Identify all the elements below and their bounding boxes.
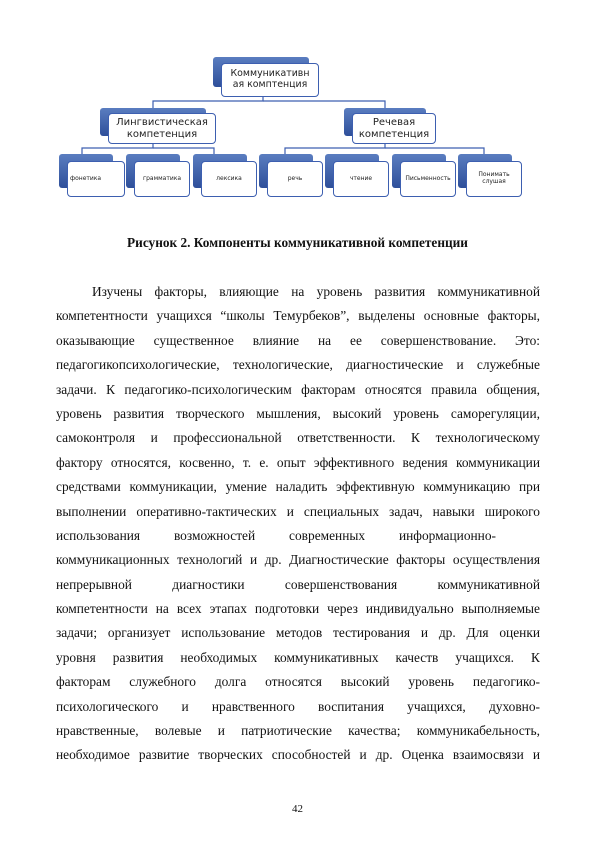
text-line-content: психологического и нравственного воспитания учащихся, духовно- xyxy=(56,698,540,714)
text-line xyxy=(56,500,540,524)
text-line xyxy=(56,621,540,645)
text-line-content: компетентности на всех этапах подготовки через индивидуально выполняемые xyxy=(56,601,540,617)
text-line-content: необходимое развитие творческих способностей и др. Оценка взаимосвязи и xyxy=(56,747,540,763)
text-line xyxy=(56,743,540,767)
leaf-grammar xyxy=(126,154,188,196)
linguistic-node xyxy=(100,108,216,142)
text-line-content: задачи; организует использование методов тестирования и др. Для оценки xyxy=(56,625,540,641)
text-line xyxy=(56,573,540,597)
text-line-content: непрерывной диагностики совершенствования коммуникативной xyxy=(56,576,540,592)
text-line xyxy=(56,280,540,304)
root-line2: ая комптенция xyxy=(232,79,308,90)
text-line xyxy=(56,719,540,743)
text-line-content: компетентности учащихся “школы Темурбеков”, выделены основные факторы, xyxy=(56,308,540,324)
leaf-label: лексика xyxy=(216,174,242,182)
text-line-content: средствами коммуникации, умение наладить эффективную коммуникацию при xyxy=(56,479,540,495)
text-line-content: использования возможностей современных информационно- xyxy=(56,527,496,543)
text-line-content: оказывающие существенное влияние на ее совершенствование. Это: xyxy=(56,332,540,348)
root-line1: Коммуникативн xyxy=(230,68,310,80)
text-line-content: факторам служебного долга относятся высокий уровень педагогико- xyxy=(56,674,540,690)
root-node xyxy=(213,57,318,97)
text-line xyxy=(56,353,540,377)
text-line-content: уровень развития творческого мышления, высокий уровень саморегуляции, xyxy=(56,405,540,421)
text-line xyxy=(56,548,540,572)
text-line-content: Изучены факторы, влияющие на уровень развития коммуникативной xyxy=(92,284,540,299)
text-line xyxy=(56,304,540,328)
leaf-listening xyxy=(458,154,520,196)
figure-caption: Рисунок 2. Компоненты коммуникативной компетенции xyxy=(127,235,468,250)
text-line-content: задачи. К педагогико-психологическим факторам относятся правила общения, xyxy=(56,381,540,397)
text-line-content: коммуникационных технологий и др. Диагностические факторы осуществления xyxy=(56,552,540,568)
text-line xyxy=(56,329,540,353)
leaf-label-line1: Понимать xyxy=(478,171,510,179)
text-line xyxy=(56,378,540,402)
speech-line2: компетенция xyxy=(358,128,430,140)
text-line-content: нравственные, волевые и патриотические качества; коммуникабельность, xyxy=(56,723,540,739)
text-line-content: педагогикопсихологические, технологические, диагностические и служебные xyxy=(56,357,540,373)
text-line-content: уровня развития необходимых коммуникативных качеств учащихся. К xyxy=(56,649,540,665)
leaf-phonetics xyxy=(59,154,121,196)
leaf-label: грамматика xyxy=(142,174,182,182)
body-paragraph xyxy=(56,280,540,768)
page-number: 42 xyxy=(292,803,303,815)
text-line xyxy=(56,426,540,450)
leaf-writing xyxy=(392,154,454,196)
leaf-label-line2: слушая xyxy=(482,178,506,185)
text-line xyxy=(56,475,540,499)
text-line-content: фактору относятся, косвенно, т. е. опыт эффективного ведения коммуникации xyxy=(56,454,540,470)
text-line xyxy=(56,646,540,670)
leaf-label: Письменность xyxy=(405,174,451,182)
linguistic-line2: компетенция xyxy=(126,128,198,140)
text-line-content: выполнении оперативно-тактических и специальных задач, навыки широкого xyxy=(56,503,540,519)
leaf-label: фонетика xyxy=(70,174,102,182)
text-line xyxy=(56,597,540,621)
linguistic-line1: Лингвистическая xyxy=(116,117,208,128)
text-line xyxy=(56,402,540,426)
leaf-label: речь xyxy=(287,174,303,182)
speech-line1: Речевая xyxy=(372,117,416,128)
competence-diagram xyxy=(0,0,595,230)
text-line xyxy=(56,670,540,694)
leaf-label: чтение xyxy=(349,174,373,182)
leaf-reading xyxy=(325,154,387,196)
text-line xyxy=(56,451,540,475)
leaf-speech xyxy=(259,154,321,196)
text-line-content: самоконтроля и профессиональной ответственности. К технологическому xyxy=(56,430,540,446)
text-line xyxy=(56,524,540,548)
leaf-vocabulary xyxy=(193,154,255,196)
text-line xyxy=(56,695,540,719)
speech-node xyxy=(344,108,436,142)
